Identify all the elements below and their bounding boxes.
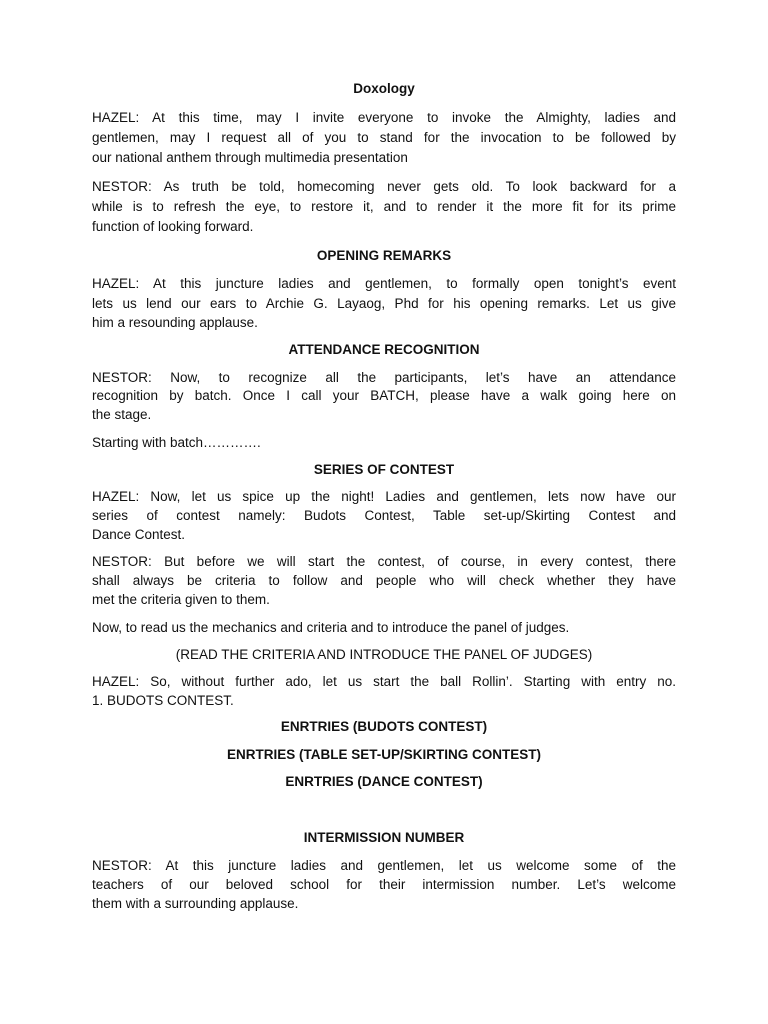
heading-intermission-number: INTERMISSION NUMBER [303, 830, 465, 845]
paragraph-line: NESTOR: But before we will start the contest, of course, in every contest, there [92, 554, 676, 569]
paragraph-line: HAZEL: At this juncture ladies and gentlemen, to formally open tonight’s event [92, 276, 676, 291]
heading-entries-budots: ENRTRIES (BUDOTS CONTEST) [280, 719, 488, 734]
paragraph-line: our national anthem through multimedia presentation [92, 150, 408, 165]
paragraph-line: 1. BUDOTS CONTEST. [92, 693, 234, 708]
paragraph-line: gentlemen, may I request all of you to stand for the invocation to be followed by [92, 130, 676, 145]
paragraph-line: series of contest namely: Budots Contest, Table set-up/Skirting Contest and [92, 508, 676, 523]
heading-doxology: Doxology [353, 81, 415, 96]
paragraph-line: recognition by batch. Once I call your BATCH, please have a walk going here on [92, 388, 676, 403]
paragraph-line: HAZEL: At this time, may I invite everyone to invoke the Almighty, ladies and [92, 110, 676, 125]
paragraph-line: the stage. [92, 407, 152, 422]
paragraph-line: him a resounding applause. [92, 315, 258, 330]
paragraph-line: Dance Contest. [92, 527, 186, 542]
paragraph-line: while is to refresh the eye, to restore it, and to render it the more fit for its prime [92, 199, 676, 214]
heading-entries-table-setup: ENRTRIES (TABLE SET-UP/SKIRTING CONTEST) [226, 747, 541, 762]
heading-entries-dance: ENRTRIES (DANCE CONTEST) [285, 774, 483, 789]
paragraph-line: NESTOR: As truth be told, homecoming never gets old. To look backward for a [92, 179, 676, 194]
paragraph-line: Starting with batch…………. [92, 435, 261, 450]
heading-series-of-contest: SERIES OF CONTEST [313, 462, 455, 477]
paragraph-line: Now, to read us the mechanics and criteria and to introduce the panel of judges. [92, 620, 570, 635]
paragraph-line: them with a surrounding applause. [92, 896, 299, 911]
paragraph-line: lets us lend our ears to Archie G. Layaog, Phd for his opening remarks. Let us give [92, 296, 676, 311]
stage-direction: (READ THE CRITERIA AND INTRODUCE THE PANEL OF JUDGES) [175, 647, 593, 662]
paragraph-line: HAZEL: So, without further ado, let us start the ball Rollin’. Starting with entry no. [92, 674, 676, 689]
paragraph-line: function of looking forward. [92, 219, 254, 234]
paragraph-line: HAZEL: Now, let us spice up the night! Ladies and gentlemen, lets now have our [92, 489, 676, 504]
heading-opening-remarks: OPENING REMARKS [316, 248, 452, 263]
paragraph-line: teachers of our beloved school for their intermission number. Let’s welcome [92, 877, 676, 892]
paragraph-line: NESTOR: At this juncture ladies and gentlemen, let us welcome some of the [92, 858, 676, 873]
paragraph-line: NESTOR: Now, to recognize all the participants, let’s have an attendance [92, 370, 676, 385]
paragraph-line: shall always be criteria to follow and people who will check whether they have [92, 573, 676, 588]
heading-attendance-recognition: ATTENDANCE RECOGNITION [288, 342, 480, 357]
paragraph-line: met the criteria given to them. [92, 592, 270, 607]
